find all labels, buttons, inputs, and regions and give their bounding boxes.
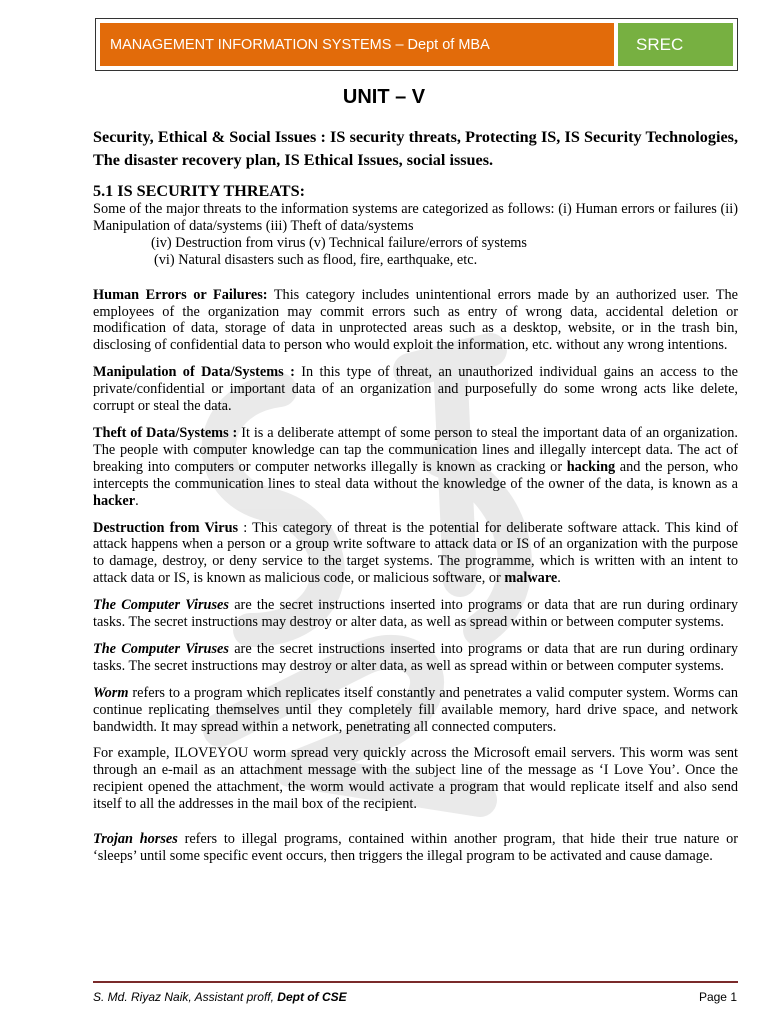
computer-viruses-text: are the secret instructions inserted into programs or data that are run during ordinary tasks. The secret instructions may destroy or alter data, as well as spread within or between computer systems. bbox=[93, 597, 739, 631]
section-intro: Some of the major threats to the information systems are categorized as follows: (i) Human errors or failures (ii) Manipulation of data/systems (iii) Theft of data/systems bbox=[93, 201, 738, 234]
course-title: MANAGEMENT INFORMATION SYSTEMS – Dept of MBA bbox=[100, 23, 614, 66]
footer-divider bbox=[93, 981, 738, 983]
manipulation-paragraph bbox=[93, 364, 738, 415]
computer-viruses-heading-repeat: The Computer Viruses bbox=[93, 640, 229, 657]
document-body bbox=[93, 126, 738, 865]
worm-paragraph bbox=[93, 685, 738, 736]
author-name: S. Md. Riyaz Naik, Assistant proff, bbox=[93, 990, 278, 1004]
trojan-text: refers to illegal programs, contained within another program, that hide their true nature or ‘sleeps’ until some specific event occurs, then triggers the illegal program to be activated and cause damage. bbox=[93, 831, 738, 864]
unit-topics: Security, Ethical & Social Issues : IS security threats, Protecting IS, IS Security Technologies, The disaster recovery plan, IS Ethical Issues, social issues. bbox=[93, 128, 738, 169]
college-name: SREC bbox=[618, 23, 733, 66]
virus-heading: Destruction from Virus bbox=[93, 519, 239, 536]
theft-heading: Theft of Data/Systems : bbox=[93, 424, 238, 441]
section-heading: 5.1 IS SECURITY THREATS: bbox=[93, 182, 305, 200]
trojan-heading: Trojan horses bbox=[93, 831, 178, 848]
theft-text-end: . bbox=[135, 492, 139, 509]
virus-paragraph bbox=[93, 520, 738, 588]
malware-term: malware bbox=[504, 570, 558, 587]
page-header bbox=[95, 18, 738, 71]
manipulation-text: In this type of threat, an unauthorized individual gains an access to the private/confidential or important data of an organization and purposefully do some wrong acts like delete, corrupt or steal the data. bbox=[93, 364, 738, 415]
hacker-term: hacker bbox=[93, 492, 136, 509]
computer-viruses-heading: The Computer Viruses bbox=[93, 597, 229, 614]
virus-text-end: . bbox=[557, 570, 561, 587]
theft-text: It is a deliberate attempt of some person to steal the important data of an organization. The people with computer knowledge can tap the communication lines and illegally intercept data. The act of breaking into computers or computer networks illegally is known as cracking or bbox=[93, 424, 738, 475]
human-errors-heading: Human Errors or Failures: bbox=[93, 286, 268, 303]
trojan-paragraph bbox=[93, 831, 738, 865]
author-dept: Dept of CSE bbox=[277, 990, 347, 1004]
computer-viruses-paragraph bbox=[93, 597, 738, 631]
hacking-term: hacking bbox=[566, 458, 616, 475]
theft-text-2: and the person, who intercepts the communication lines to steal data without the knowledge of the owner of the data, is known as a bbox=[93, 458, 739, 492]
manipulation-heading: Manipulation of Data/Systems : bbox=[93, 364, 295, 381]
virus-text: : This category of threat is the potential for deliberate software attack. This kind of attack happens when a person or a group write software to attack data or IS of an organization with the purpose to damage, destroy, or deny service to the target systems. The programme, which is written with an intent to attack data or IS, is known as malicious code, or malicious software, or bbox=[93, 519, 738, 587]
worm-text: refers to a program which replicates itself constantly and penetrates a valid computer system. Worms can continue replicating themselves until they completely fill available memory, hard drive space, and network bandwidth. It may spread within a network, penetrating all connected computers. bbox=[93, 684, 738, 735]
section-intro-line3: (vi) Natural disasters such as flood, fire, earthquake, etc. bbox=[154, 251, 478, 268]
iloveyou-example-paragraph: For example, ILOVEYOU worm spread very quickly across the Microsoft email servers. This worm was sent through an e-mail as an attachment message with the subject line of the message as ‘I Love You’. Once the recipient opened the attachment, the worm would activate a program that would replicate itself and also send itself to all the addresses in the mail box of the recipient. bbox=[93, 745, 738, 813]
unit-title: UNIT – V bbox=[342, 86, 426, 108]
worm-heading: Worm bbox=[93, 684, 129, 701]
footer-author bbox=[93, 990, 347, 1004]
section-intro-line2: (iv) Destruction from virus (v) Technical failure/errors of systems bbox=[151, 234, 527, 251]
computer-viruses-paragraph-repeat bbox=[93, 641, 738, 675]
computer-viruses-text-repeat: are the secret instructions inserted into programs or data that are run during ordinary tasks. The secret instructions may destroy or alter data, as well as spread within or between computer systems. bbox=[93, 640, 739, 674]
human-errors-text: This category includes unintentional errors made by an authorized user. The employees of the organization may commit errors such as entry of wrong data, accidental deletion or modification of data, storage of data in unprotected areas such as a desktop, website, or in the trash bin, disclosing of confidential data to person who would exploit the information, etc. without any wrong intentions. bbox=[93, 286, 739, 354]
human-errors-paragraph bbox=[93, 287, 738, 355]
theft-paragraph bbox=[93, 425, 738, 510]
page-number: Page 1 bbox=[698, 990, 737, 1004]
